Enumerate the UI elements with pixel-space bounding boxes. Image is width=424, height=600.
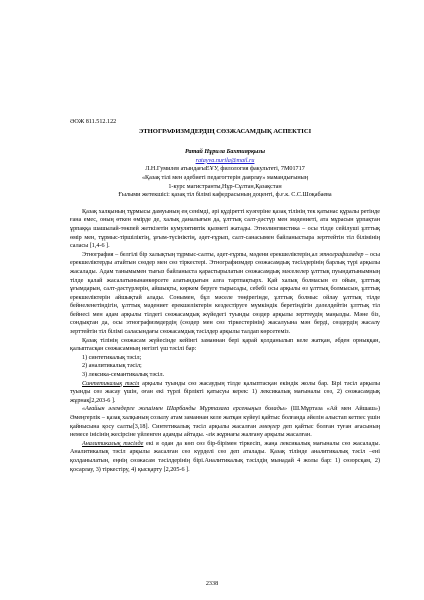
article xyxy=(70,118,380,474)
article-title: ЭТНОГРАФИЗМДЕРДІҢ СӨЗЖАСАМДЫҚ АСПЕКТІСІ xyxy=(138,127,312,135)
paragraph-5: «Ағайын әлемдерге жешімен Шарбанды Мұртазаға ерсеныңыз болады» (Ш.Мұртаза «Ай мен Айшаш») Әмеңгерлік – қазақ халқының созылу атам заманнан келе жатқан күйеуі қайтыс болғанда әйелін алыстап кетпес үшін қайнысына қосу салты[3,18]. Синтетикалық тәсіл арқылы жасалған әмеңгер деп қайтыс болған туған ағасының немесе інісінің жесірсіне үйленген адамды айтады. -лік жұрнағы жалғану арқылы жасалған. xyxy=(70,406,380,439)
suffix-lik: -лік xyxy=(205,432,216,439)
paragraph-2: Этнография – белгілі бір халықтың тұрмыс-салты, әдет-ғұрпы, мәдени ерекшеліктерін,ал этнографизмдер – осы ерекшеліктерды атайтын сөздер мен сөз тіркестері. Этнографизмдер сөзжасамдық тәсілдерінің барлық түрі арқылы жасалады. Адам танымымен тығыз байланыста қарастырылатын сөзжасамдық мәселелер ұлттық пуындатынымның тілде қалай жасалатынынанкөрсете алатындығын алға тартпақтырх. Қай халық болмасын ез ойын, ұлттық ұғымдарын, салт-дәстүрлерін, айшықты, көркем беруге тырысады, себебі осы арқылы өз ұлттық болмысын, ұлттық ерекшеліктерін айшықтай алады. Сонымен, бұл мәселе төңірегінде, ұлттық болмыс ойлау ұлттық тілде бейнеленетіндігін, ұлттық мәдениет ерекшеліктерін кездестіруге мүмкіндік беретіндігін дәлелдейтін ұлттық тіл бейнесі мен адам арқылы тілдегі сөзжасамдық жүйедегі туынды сөздер арқылы зерттеудің маңызды. Мәне біз, сондықтан да, осы этнографизмдердің (сөздер мен сөз тіркестерінің) жасалуына мән берді, сөздердің жасалу зерттейтін тіл білімі саласындағы сөзжасамдық тәсілдер арқылы талдап көрсетеміз. xyxy=(70,251,380,336)
literary-quote: «Ағайын әлемдерге жешімен Шарбанды Мұртазаға ерсеныңыз болады» xyxy=(82,406,287,413)
term-amenger: әмеңгер xyxy=(259,423,280,430)
author-email-link[interactable]: ratayva.nurila@mail.ru xyxy=(195,157,255,164)
paragraph-3: Қазақ тілінің сөзжасам жүйесінде кейінгі заманнан бері қарай қолданылып келе жатқан, әбден орныққан, қалыптасқан сөзжасамның негізгі үш тәсілі бар: xyxy=(70,337,380,353)
list-item-analytic: 2) аналитикалық тәсіл; xyxy=(82,363,142,370)
list-item-lexico-semantic: 3) лексика-семантикалық тәсіл. xyxy=(82,372,165,379)
udc-code: ӘОЖ 811.512.122 xyxy=(70,119,117,125)
list-item-synthetic: 1) синтетикалық тәсіл; xyxy=(82,354,142,361)
term-analytic-method: Аналитикалық тәсілде xyxy=(82,440,144,447)
affiliation-line-2: «Қазақ тілі мен әдебиеті педагогтерін даярлау» мамандығының xyxy=(141,174,309,181)
term-synthetic-method: Синтетикалық тәсіл xyxy=(82,380,140,387)
term-ethnographisms: этнографизмдер xyxy=(319,251,364,258)
page-number: 2338 xyxy=(205,581,219,587)
author-name: Ратай Нұрила Бахтиярқызы xyxy=(185,149,265,156)
affiliation-line-3: 1-курс магистранты,Нұр-Сұлтан,Қазақстан xyxy=(168,183,282,190)
paragraph-4: Синтетикалық тәсіл арқылы туынды сөз жасаудың тілде қалыптасқан екіндік жолы бар. Бірі тәсіл арқылы туынды сөз жасау үшін, оған екі түрлі бірлікті қатысуы керек: 1) лексикалық мағыналы сөз, 2) сөзжасамдық жұрнақ[2,203-6 ]. xyxy=(70,380,380,404)
paragraph-6: Аналитикалық тәсілде екі я одан да көп сөз бір-бірімен тіркесіп, жаңа лексикалық мағыналы сөз жасалады. Аналитикалық тәсіл арқылы жасалған сөз күрделі сөз деп аталады. Қазақ тілінде аналитикалық тәсіл –ені қолданылатын, еңнің сөзжасам тәсілдерінің бірі.Аналитикалық тәсілдің мынадай 4 жолы бар: 1) сөзорсқам, 2) қосарлау, 3) тіркестіру, 4) қысқарту [2,205-6 ]. xyxy=(70,440,380,473)
affiliation-line-1: Л.Н.Гумилев атындағыЕҰУ, филология факультеті, 7М01717 xyxy=(145,166,305,173)
paragraph-1: Қазақ халқының тұрмысы дамуының ең сенімді, әрі құдіретті куәгеріне қазақ тілінің тек қатынас құралы ретінде ғана емес, оның өткен өмірде де, халық даналығын да, ұлттық салт-дәстүр мен мәдениеті, ата мұрасын ұрпақтан ұрпаққа шашылай-төкпей жеткізетін кумулятивтік қызметі жатады. Этнолингвистика – осы тілде сейілуші ұлттық өмір мен, тұрмыс-тіршіліктің, ұғым-түсініктің, әдет-ғұрып, салт-санасымен байланыстыра зерттейтін тіл білімінің саласы [1,4-6 ]. xyxy=(70,208,380,250)
supervisor: Ғылыми жетекшісі: қазақ тіл білімі кафедрасының доценті, ф.ғ.к. С.С.Шоқабаева xyxy=(118,192,332,199)
